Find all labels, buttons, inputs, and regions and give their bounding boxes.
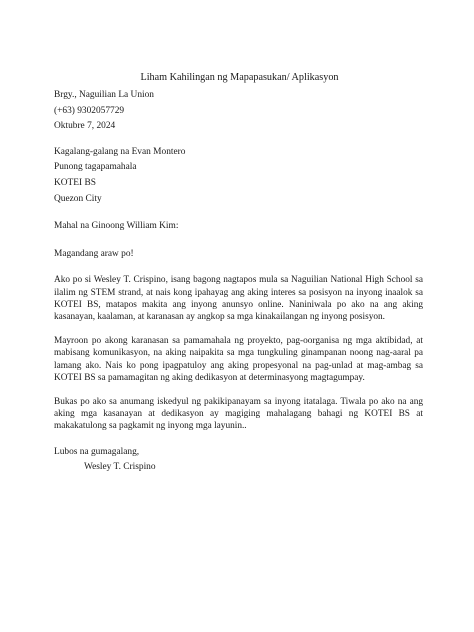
recipient-block (54, 145, 423, 207)
greeting: Magandang araw po! (54, 248, 134, 259)
letter-date: Oktubre 7, 2024 (54, 121, 116, 132)
body-paragraph-2: Mayroon po akong karanasan sa pamamahala ng proyekto, pag-oorganisa ng mga aktibidad, at mabisang komunikasyon, na aking naipakita sa mga tungkuling ginampanan noong nag-aaral pa lamang ako. Nais ko pong ipagpatuloy ang aking propesyonal na pag-unlad at mag-ambag sa KOTEI BS sa pamamagitan ng aking dedikasyon at determinasyong magtagumpay. (54, 336, 423, 383)
recipient-company: KOTEI BS (54, 177, 96, 188)
recipient-city: Quezon City (54, 193, 102, 204)
closing: Lubos na gumagalang, (54, 446, 140, 457)
sender-block (54, 88, 423, 135)
signature-name: Wesley T. Crispino (84, 462, 156, 473)
letter-title: Liham Kahilingan ng Mapapasukan/ Aplikasyon (140, 72, 339, 83)
body-paragraph-1: Ako po si Wesley T. Crispino, isang bagong nagtapos mula sa Naguilian National High School sa ilalim ng STEM strand, at nais kong ipahayag ang aking interes sa posisyon na inyong inaalok sa KOTEI BS, matapos makita ang inyong anunsyo online. Naniniwala po ako na ang aking kasanayan, kaalaman, at karanasan ay angkop sa mga kinakailangan ng inyong posisyon. (54, 275, 423, 322)
application-letter (54, 72, 423, 476)
sender-phone: (+63) 9302057729 (54, 105, 125, 116)
recipient-position: Punong tagapamahala (54, 162, 137, 173)
sender-address: Brgy., Naguilian La Union (54, 90, 154, 100)
recipient-name: Kagalang-galang na Evan Montero (54, 146, 186, 157)
body-paragraph-3: Bukas po ako sa anumang iskedyul ng pakikipanayam sa inyong itatalaga. Tiwala po ako na ang aking mga kasanayan at dedikasyon ay magiging mahalagang bahagi ng KOTEI BS at makakatulong sa pagkamit ng inyong mga layunin.. (54, 396, 423, 432)
salutation: Mahal na Ginoong William Kim: (54, 221, 179, 232)
